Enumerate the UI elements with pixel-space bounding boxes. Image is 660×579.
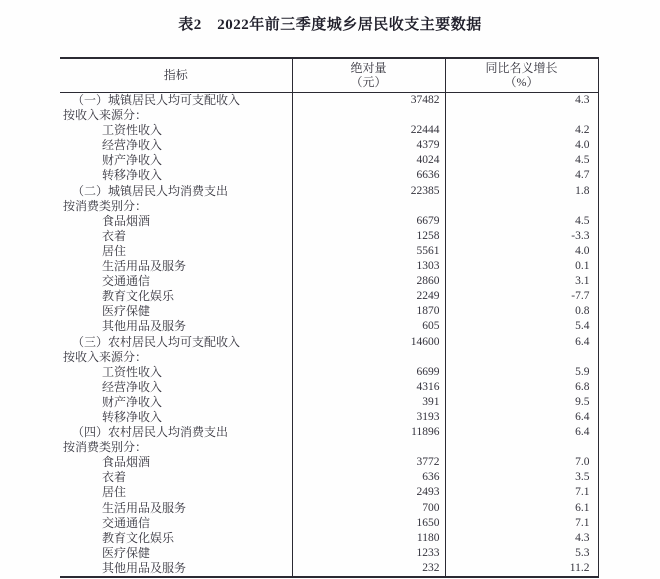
growth-value-cell: 0.1 xyxy=(445,259,598,274)
absolute-value-cell: 37482 xyxy=(292,93,445,109)
indicator-cell: 按消费类别分： xyxy=(63,198,148,213)
table-row xyxy=(60,561,598,577)
indicator-cell: 经营净收入 xyxy=(102,379,163,394)
absolute-value-cell: 700 xyxy=(292,501,445,516)
absolute-value-cell: 605 xyxy=(292,319,445,334)
growth-value-cell: 6.4 xyxy=(445,425,598,440)
table-row xyxy=(60,410,598,425)
table-row xyxy=(60,380,598,395)
growth-value-cell xyxy=(445,440,598,455)
indicator-cell: 教育文化娱乐 xyxy=(102,289,175,304)
indicator-cell: （二）城镇居民人均消费支出 xyxy=(72,183,229,198)
growth-value-cell: -7.7 xyxy=(445,289,598,304)
growth-value-cell: 7.0 xyxy=(445,455,598,470)
table-row xyxy=(60,319,598,334)
indicator-cell: 按收入来源分： xyxy=(63,108,148,123)
table-row xyxy=(60,485,598,500)
column-header-absolute-label: 绝对量 xyxy=(350,61,387,75)
absolute-value-cell: 6699 xyxy=(292,365,445,380)
growth-value-cell: 1.8 xyxy=(445,184,598,199)
table-row xyxy=(60,501,598,516)
table-row xyxy=(60,108,598,123)
indicator-cell: 衣着 xyxy=(102,228,127,243)
table-row xyxy=(60,214,598,229)
table-row xyxy=(60,153,598,168)
statistics-table-container xyxy=(60,57,598,578)
indicator-cell: （三）农村居民人均可支配收入 xyxy=(72,334,241,349)
absolute-value-cell: 391 xyxy=(292,395,445,410)
absolute-value-cell: 3772 xyxy=(292,455,445,470)
growth-value-cell: 6.1 xyxy=(445,501,598,516)
indicator-cell: 工资性收入 xyxy=(102,123,163,138)
growth-value-cell: 4.3 xyxy=(445,93,598,109)
absolute-value-cell: 232 xyxy=(292,561,445,577)
indicator-cell: 居住 xyxy=(102,243,127,258)
growth-value-cell xyxy=(445,108,598,123)
growth-value-cell: 9.5 xyxy=(445,395,598,410)
table-row xyxy=(60,199,598,214)
table-body xyxy=(60,93,598,578)
growth-value-cell: 5.9 xyxy=(445,365,598,380)
table-row xyxy=(60,93,598,109)
indicator-cell: 医疗保健 xyxy=(102,545,151,560)
indicator-cell: （四）农村居民人均消费支出 xyxy=(72,425,229,440)
growth-value-cell: 7.1 xyxy=(445,485,598,500)
column-header-absolute xyxy=(292,58,445,93)
indicator-cell: 交通通信 xyxy=(102,515,151,530)
indicator-cell: （一）城镇居民人均可支配收入 xyxy=(72,93,241,107)
growth-value-cell: 3.1 xyxy=(445,274,598,289)
absolute-value-cell: 636 xyxy=(292,470,445,485)
table-row xyxy=(60,516,598,531)
absolute-value-cell: 5561 xyxy=(292,244,445,259)
growth-value-cell: 6.4 xyxy=(445,335,598,350)
absolute-value-cell: 11896 xyxy=(292,425,445,440)
indicator-cell: 按收入来源分： xyxy=(63,349,148,364)
growth-value-cell: 4.3 xyxy=(445,531,598,546)
indicator-cell: 财产净收入 xyxy=(102,153,163,168)
table-row xyxy=(60,304,598,319)
indicator-cell: 衣着 xyxy=(102,470,127,485)
table-row xyxy=(60,259,598,274)
indicator-cell: 居住 xyxy=(102,485,127,500)
absolute-value-cell: 4379 xyxy=(292,138,445,153)
absolute-value-cell: 1233 xyxy=(292,546,445,561)
growth-value-cell: 6.8 xyxy=(445,380,598,395)
table-row xyxy=(60,470,598,485)
table-row xyxy=(60,168,598,183)
growth-value-cell: 4.2 xyxy=(445,123,598,138)
header-row xyxy=(60,58,598,93)
growth-value-cell: 5.3 xyxy=(445,546,598,561)
indicator-cell: 生活用品及服务 xyxy=(102,500,187,515)
absolute-value-cell: 1258 xyxy=(292,229,445,244)
indicator-cell: 转移净收入 xyxy=(102,409,163,424)
table-row xyxy=(60,184,598,199)
growth-value-cell xyxy=(445,350,598,365)
indicator-cell: 医疗保健 xyxy=(102,304,151,319)
absolute-value-cell xyxy=(292,108,445,123)
absolute-value-cell: 14600 xyxy=(292,335,445,350)
indicator-cell: 生活用品及服务 xyxy=(102,259,187,274)
absolute-value-cell: 6679 xyxy=(292,214,445,229)
indicator-cell: 交通通信 xyxy=(102,274,151,289)
growth-value-cell: -3.3 xyxy=(445,229,598,244)
table-row xyxy=(60,289,598,304)
absolute-value-cell xyxy=(292,440,445,455)
absolute-value-cell xyxy=(292,199,445,214)
absolute-value-cell: 1180 xyxy=(292,531,445,546)
indicator-cell: 食品烟酒 xyxy=(102,455,151,470)
indicator-cell: 转移净收入 xyxy=(102,168,163,183)
indicator-cell: 经营净收入 xyxy=(102,138,163,153)
growth-value-cell: 6.4 xyxy=(445,410,598,425)
table-row xyxy=(60,274,598,289)
absolute-value-cell xyxy=(292,350,445,365)
table-row xyxy=(60,546,598,561)
absolute-value-cell: 1303 xyxy=(292,259,445,274)
absolute-value-cell: 1870 xyxy=(292,304,445,319)
table-row xyxy=(60,425,598,440)
column-header-indicator-label: 指标 xyxy=(163,68,188,82)
growth-value-cell: 11.2 xyxy=(445,561,598,577)
indicator-cell: 其他用品及服务 xyxy=(102,319,187,334)
growth-value-cell: 4.5 xyxy=(445,214,598,229)
table-row xyxy=(60,229,598,244)
table-row xyxy=(60,395,598,410)
growth-value-cell: 4.0 xyxy=(445,138,598,153)
absolute-value-cell: 22385 xyxy=(292,184,445,199)
indicator-cell: 财产净收入 xyxy=(102,394,163,409)
indicator-cell: 教育文化娱乐 xyxy=(102,530,175,545)
growth-value-cell: 7.1 xyxy=(445,516,598,531)
absolute-value-cell: 4316 xyxy=(292,380,445,395)
growth-value-cell: 0.8 xyxy=(445,304,598,319)
column-header-absolute-unit: （元） xyxy=(350,75,387,89)
column-header-indicator xyxy=(60,58,292,93)
table-row xyxy=(60,440,598,455)
column-header-growth-label: 同比名义增长 xyxy=(485,61,558,75)
table-row xyxy=(60,335,598,350)
indicator-cell: 食品烟酒 xyxy=(102,213,151,228)
indicator-cell: 工资性收入 xyxy=(102,364,163,379)
absolute-value-cell: 2249 xyxy=(292,289,445,304)
indicator-cell: 按消费类别分： xyxy=(63,440,148,455)
table-row xyxy=(60,123,598,138)
table-row xyxy=(60,138,598,153)
table-row xyxy=(60,244,598,259)
absolute-value-cell: 4024 xyxy=(292,153,445,168)
column-header-growth-unit: （%） xyxy=(504,75,539,89)
indicator-cell: 其他用品及服务 xyxy=(102,560,187,575)
absolute-value-cell: 6636 xyxy=(292,168,445,183)
absolute-value-cell: 1650 xyxy=(292,516,445,531)
growth-value-cell xyxy=(445,199,598,214)
growth-value-cell: 4.5 xyxy=(445,153,598,168)
growth-value-cell: 4.0 xyxy=(445,244,598,259)
column-header-growth xyxy=(445,58,598,93)
table-title: 表2 2022年前三季度城乡居民收支主要数据 xyxy=(178,17,482,33)
absolute-value-cell: 2493 xyxy=(292,485,445,500)
absolute-value-cell: 3193 xyxy=(292,410,445,425)
absolute-value-cell: 2860 xyxy=(292,274,445,289)
table-row xyxy=(60,531,598,546)
table-row xyxy=(60,365,598,380)
growth-value-cell: 3.5 xyxy=(445,470,598,485)
growth-value-cell: 5.4 xyxy=(445,319,598,334)
table-row xyxy=(60,350,598,365)
absolute-value-cell: 22444 xyxy=(292,123,445,138)
income-expenditure-table xyxy=(60,57,599,578)
table-row xyxy=(60,455,598,470)
table-header xyxy=(60,58,598,93)
growth-value-cell: 4.7 xyxy=(445,168,598,183)
